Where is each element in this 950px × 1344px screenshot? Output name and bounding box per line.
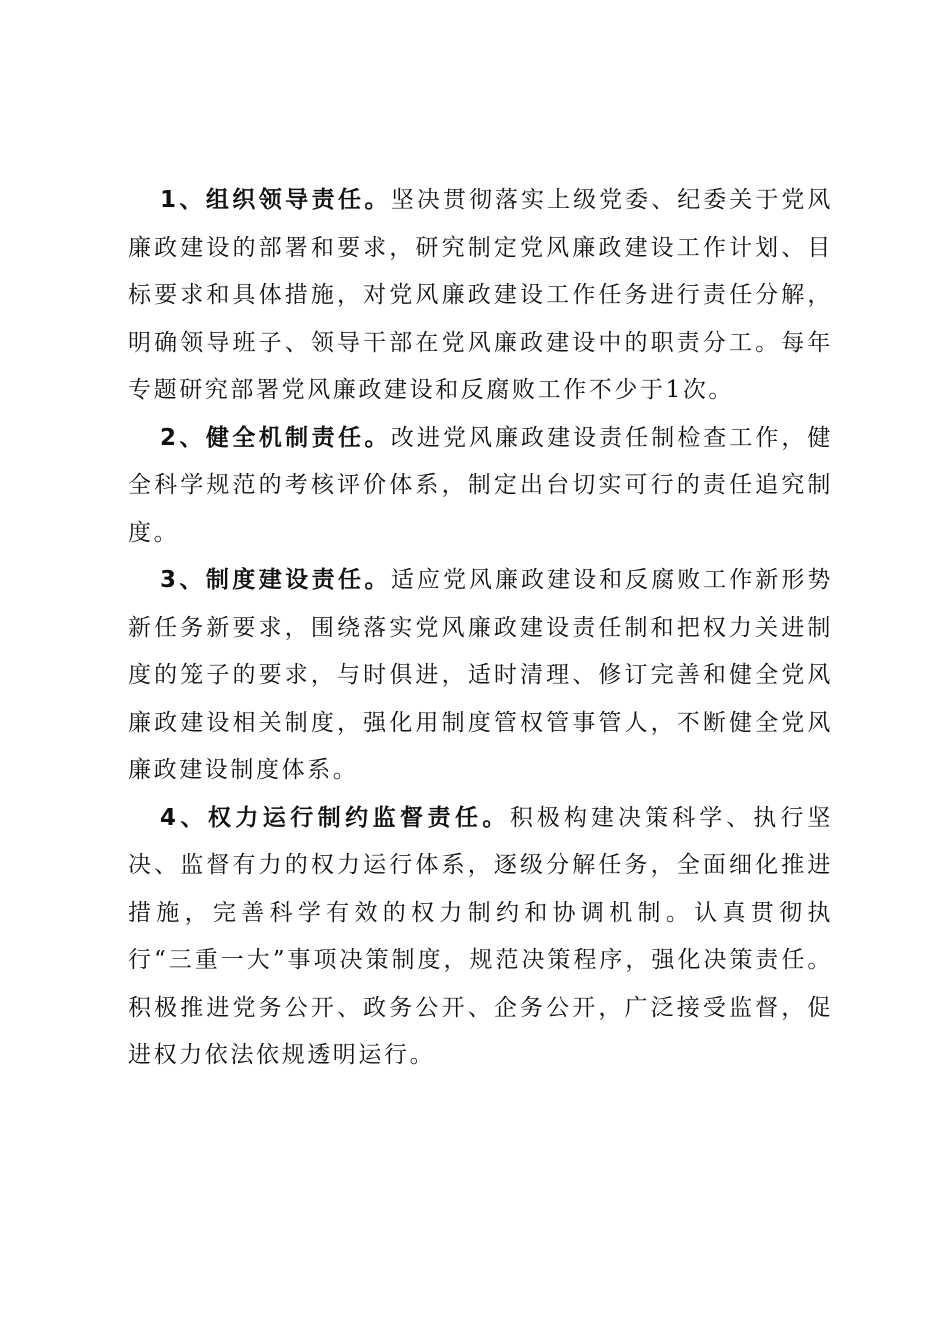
paragraph-text: 坚决贯彻落实上级党委、纪委关于党风廉政建设的部署和要求，研究制定党风廉政建设工作计划、目标要求和具体措施，对党风廉政建设工作任务进行责任分解，明确领导班子、领导干部在党风廉政建设中的职责分工。每年专题研究部署党风廉政建设和反腐败工作不少于1次。 <box>128 187 833 403</box>
document-body <box>128 177 833 1080</box>
paragraph-text: 改进党风廉政建设责任制检查工作，健全科学规范的考核评价体系，制定出台切实可行的责任追究制度。 <box>128 424 833 546</box>
paragraph-mechanism <box>128 415 833 558</box>
paragraph-heading: 2、健全机制责任。 <box>160 424 391 451</box>
paragraph-text: 积极构建决策科学、执行坚决、监督有力的权力运行体系，逐级分解任务，全面细化推进措施，完善科学有效的权力制约和协调机制。认真贯彻执行“三重一大”事项决策制度，规范决策程序，强化决策责任。积极推进党务公开、政务公开、企务公开，广泛接受监督，促进权力依法依规透明运行。 <box>128 804 833 1068</box>
paragraph-heading: 4、权力运行制约监督责任。 <box>160 804 510 831</box>
paragraph-heading: 1、组织领导责任。 <box>160 187 391 213</box>
paragraph-organizational-leadership <box>128 177 833 415</box>
paragraph-heading: 3、制度建设责任。 <box>160 567 391 593</box>
paragraph-text: 适应党风廉政建设和反腐败工作新形势新任务新要求，围绕落实党风廉政建设责任制和把权力关进制度的笼子的要求，与时俱进，适时清理、修订完善和健全党风廉政建设相关制度，强化用制度管权管事管人，不断健全党风廉政建设制度体系。 <box>128 567 833 783</box>
paragraph-system-building <box>128 557 833 795</box>
paragraph-power-supervision <box>128 795 833 1080</box>
